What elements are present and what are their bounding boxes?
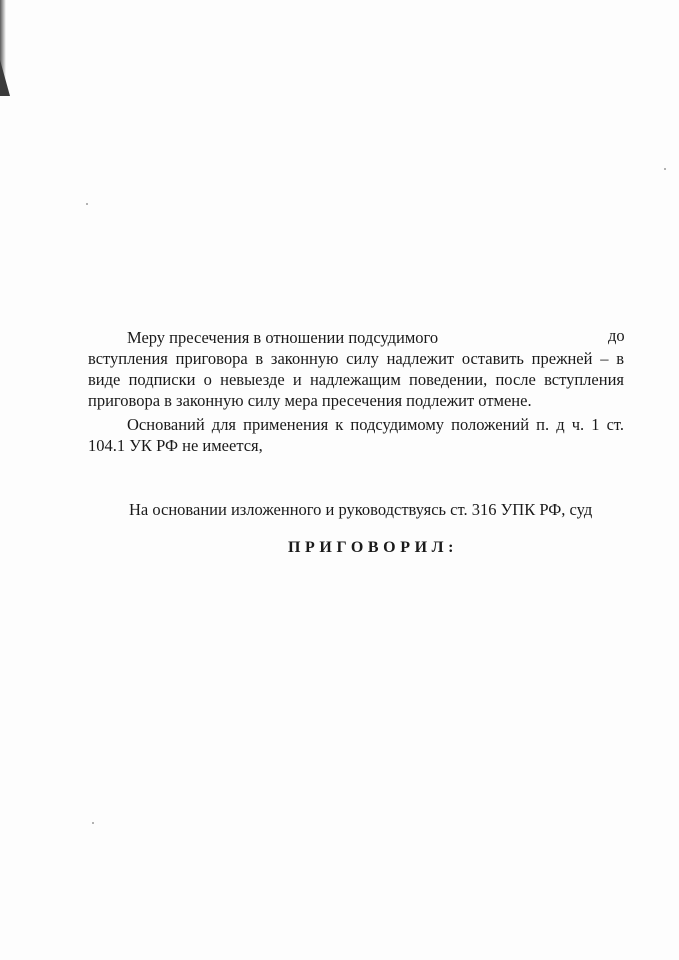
paragraph-1-line-4: приговора в законную силу мера пресечения подлежит отмене.: [88, 391, 532, 410]
paragraph-2-line-2: 104.1 УК РФ не имеется,: [88, 436, 263, 455]
paragraph-1-line-1-end: до: [608, 326, 625, 345]
scan-speck: [664, 168, 666, 170]
paragraph-2-line-1: Оснований для применения к подсудимому положений п. д ч. 1 ст.: [127, 415, 624, 434]
legal-basis-line: На основании изложенного и руководствуясь ст. 316 УПК РФ, суд: [129, 500, 593, 519]
paragraph-1-line-2: вступления приговора в законную силу надлежит оставить прежней – в: [88, 349, 624, 368]
scan-speck: [86, 203, 88, 205]
scan-speck: [92, 822, 94, 824]
paragraph-1-line-3: виде подписки о невыезде и надлежащим поведении, после вступления: [88, 370, 624, 389]
verdict-heading: ПРИГОВОРИЛ:: [288, 539, 459, 556]
scan-corner-mark: [0, 60, 10, 96]
paragraph-1-line-1-start: Меру пресечения в отношении подсудимого: [127, 328, 439, 347]
